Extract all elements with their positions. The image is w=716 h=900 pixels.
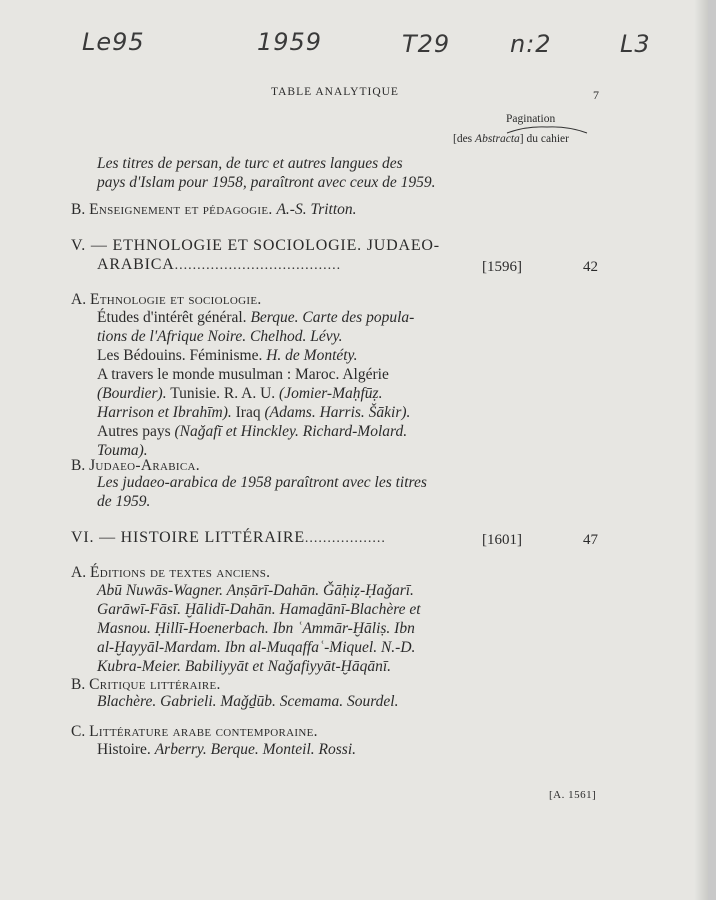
handwritten-mark-5: L3 <box>620 30 651 58</box>
part-vi-section-a-heading <box>71 563 270 583</box>
running-title: TABLE ANALYTIQUE <box>271 86 399 98</box>
text-plain: Histoire. <box>97 741 151 758</box>
text-plain: Études d'intérêt général. <box>97 309 247 326</box>
handwritten-mark-1: Le95 <box>82 28 145 56</box>
part-vi-a-line-2: Garāwī-Fāsī. Ḫālidī-Dahān. Hamaḏānī-Blachère et <box>97 601 421 618</box>
section-title: Enseignement et pédagogie. <box>89 201 273 218</box>
abstracta-label: Abstracta <box>475 133 520 145</box>
part-vi-heading-title: VI. — HISTOIRE LITTÉRAIRE <box>71 529 305 546</box>
section-title: Judaeo-Arabica. <box>89 457 200 474</box>
text-italic: (Adams. Harris. Šākir). <box>264 404 411 421</box>
bracket-open: [des <box>453 133 476 145</box>
intro-line-2: pays d'Islam pour 1958, paraîtront avec ceux de 1959. <box>97 174 436 191</box>
text-plain: Autres pays <box>97 423 171 440</box>
intro-line-1: Les titres de persan, de turc et autres langues des <box>97 155 403 172</box>
part-vi-b-line-1: Blachère. Gabrieli. Maǧḏūb. Scemama. Sourdel. <box>97 693 399 710</box>
section-title: Critique littéraire. <box>89 676 221 693</box>
part-v-heading-line-2 <box>97 256 341 274</box>
part-v-a-line-3 <box>97 346 357 366</box>
part-vi-page: 47 <box>583 532 598 548</box>
part-v-b-line-2: de 1959. <box>97 493 151 510</box>
leader-dots: .................. <box>304 531 386 546</box>
pagination-columns <box>453 133 569 145</box>
section-title: Ethnologie et sociologie. <box>89 291 262 308</box>
section-letter: A. <box>71 291 87 308</box>
section-b-enseignement <box>71 200 357 220</box>
part-v-a-line-1 <box>97 308 414 328</box>
part-v-a-line-2: tions de l'Afrique Noire. Chelhod. Lévy. <box>97 328 343 345</box>
part-vi-a-line-3: Masnou. Ḥillī-Hoenerbach. Ibn ʿAmmār-Ḫāliṣ. Ibn <box>97 620 415 637</box>
bracket-close: ] <box>519 133 524 145</box>
text-plain: Iraq <box>235 404 261 421</box>
part-v-a-line-8: Touma). <box>97 442 148 459</box>
part-vi-section-c-heading <box>71 722 318 742</box>
part-vi-a-line-4: al-Ḫayyāl-Mardam. Ibn al-Muqaffaʿ-Miquel. N.-D. <box>97 639 416 656</box>
part-v-a-line-7 <box>97 422 407 442</box>
part-v-heading-word: ARABICA <box>97 256 175 273</box>
part-v-section-a-heading <box>71 290 262 310</box>
page-number: 7 <box>593 88 599 102</box>
part-v-heading-line-1: V. — ETHNOLOGIE ET SOCIOLOGIE. JUDAEO- <box>71 237 440 254</box>
part-v-a-line-4: A travers le monde musulman : Maroc. Algérie <box>97 366 389 383</box>
part-v-page: 42 <box>583 259 598 275</box>
handwritten-mark-2: 1959 <box>257 28 323 56</box>
text-italic: Berque. Carte des popula- <box>250 309 415 326</box>
part-vi-heading <box>71 529 386 547</box>
text-italic: (Jomier-Maḥfūẓ. <box>279 385 383 402</box>
text-plain: Les Bédouins. Féminisme. <box>97 347 263 364</box>
pagination-label: Pagination <box>506 113 556 125</box>
text-italic: (Bourdier). <box>97 385 167 402</box>
text-italic: (Naǧafī et Hinckley. Richard-Molard. <box>174 423 408 440</box>
text-italic: H. de Montéty. <box>266 347 358 364</box>
section-letter: C. <box>71 723 86 740</box>
text-italic: Arberry. Berque. Monteil. Rossi. <box>154 741 357 758</box>
section-title: Éditions de textes anciens. <box>89 564 271 581</box>
du-cahier-label: du cahier <box>526 133 569 145</box>
section-authors: A.-S. Tritton. <box>276 201 357 218</box>
section-title: Littérature arabe contemporaine. <box>89 723 318 740</box>
part-v-abstract-ref: [1596] <box>482 259 522 275</box>
section-letter: A. <box>71 564 87 581</box>
handwritten-mark-4: n:2 <box>510 30 552 58</box>
part-vi-abstract-ref: [1601] <box>482 532 522 548</box>
leader-dots: ..................................... <box>174 258 342 273</box>
part-vi-c-line-1 <box>97 740 356 760</box>
part-v-a-line-5 <box>97 384 382 404</box>
footer-reference: [A. 1561] <box>549 789 597 801</box>
section-letter: B. <box>71 201 86 218</box>
text-italic: Harrison et Ibrahīm). <box>97 404 232 421</box>
part-v-b-line-1: Les judaeo-arabica de 1958 paraîtront avec les titres <box>97 474 427 491</box>
handwritten-mark-3: T29 <box>402 30 451 58</box>
part-vi-a-line-5: Kubra-Meier. Babiliyyāt et Naǧafiyyāt-Ḫāqānī. <box>97 658 392 675</box>
part-vi-a-line-1: Abū Nuwās-Wagner. Anṣārī-Dahān. Ǧāḥiẓ-Ḥaǧarī. <box>97 582 414 599</box>
text-plain: Tunisie. R. A. U. <box>170 385 276 402</box>
section-letter: B. <box>71 676 86 693</box>
section-letter: B. <box>71 457 86 474</box>
part-v-a-line-6 <box>97 403 410 423</box>
